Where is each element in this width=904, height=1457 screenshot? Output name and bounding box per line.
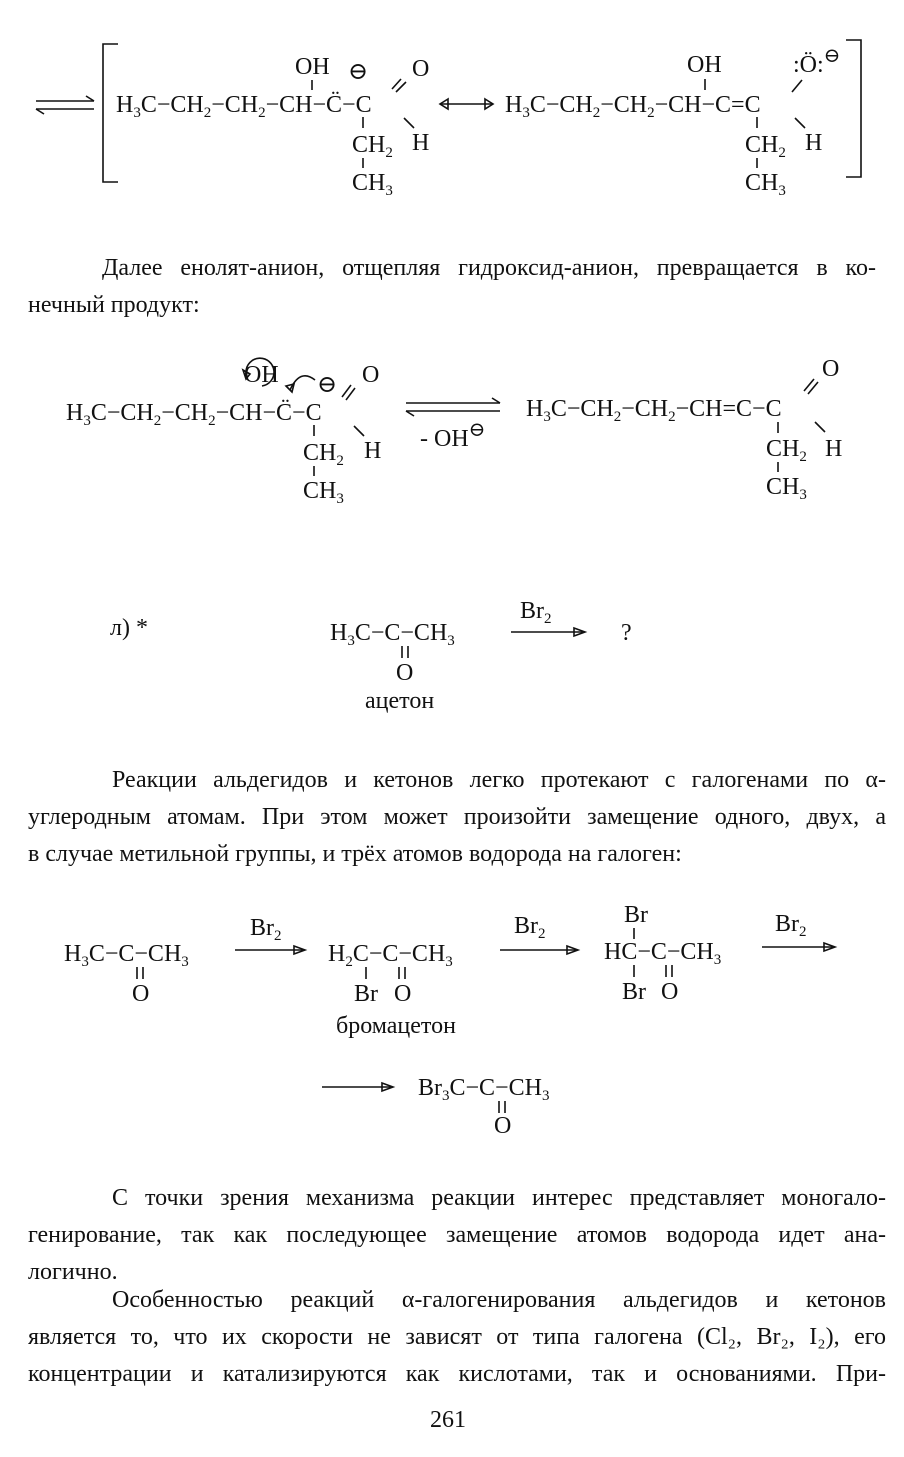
left-h: H bbox=[412, 130, 430, 156]
text-line: логично. bbox=[28, 1259, 118, 1285]
right-h: H bbox=[825, 436, 843, 462]
paragraph-monohalogenation bbox=[28, 1180, 886, 1291]
text-line: Особенностью реакций α-галогенирования альдегидов и кетонов bbox=[112, 1287, 886, 1313]
paragraph-alpha-halogenation bbox=[28, 1282, 886, 1393]
reaction-arrow-icon bbox=[235, 946, 305, 954]
bromoacetone-o: O bbox=[394, 981, 412, 1007]
left-chain: $H_3C-CH_2-CH_2-CH-C̈-C$ bbox=[116, 92, 372, 121]
right-chain: $H_3C-CH_2-CH_2-CH-C=C$ bbox=[505, 92, 761, 121]
reaction-arrow-icon bbox=[500, 946, 578, 954]
text-line: в случае метильной группы, и трёх атомов водорода на галоген: bbox=[28, 841, 682, 867]
right-o-anion: :Ö:⊖ bbox=[793, 45, 841, 78]
carbonyl-o: O bbox=[396, 660, 414, 686]
right-ch2: $CH_2$ bbox=[766, 436, 807, 465]
text-line: Далее енолят-анион, отщепляя гидроксид-анион, превращается в ко- bbox=[102, 255, 876, 281]
scheme-acetone-bromination bbox=[0, 590, 904, 700]
text-line: генирование, так как последующее замещение атомов водорода идет ана- bbox=[28, 1222, 886, 1248]
page-number: 261 bbox=[430, 1407, 466, 1433]
reagent-label: $Br_2$ bbox=[250, 915, 282, 944]
right-o: O bbox=[822, 356, 840, 382]
left-oh: OH bbox=[295, 54, 330, 80]
left-oh: OH bbox=[244, 362, 279, 388]
tribromo-o: O bbox=[494, 1113, 512, 1135]
bromoacetone: $H_2C-C-CH_3$ bbox=[328, 941, 453, 970]
resonance-arrow-icon bbox=[440, 99, 493, 109]
left-chain: $H_3C-CH_2-CH_2-CH-C̈-C$ bbox=[66, 400, 322, 429]
tribromoacetone: $Br_3C-C-CH_3$ bbox=[418, 1075, 550, 1104]
left-ch2: $CH_2$ bbox=[303, 440, 344, 469]
left-h: H bbox=[364, 438, 382, 464]
left-charge: ⊖ bbox=[348, 59, 369, 85]
left-o: O bbox=[412, 56, 430, 82]
reagent-label: $Br_2$ bbox=[514, 913, 546, 942]
equilibrium-arrow-icon bbox=[406, 398, 500, 416]
reaction-arrow-icon bbox=[322, 1083, 393, 1091]
left-o: O bbox=[362, 362, 380, 388]
right-ch3: $CH_3$ bbox=[745, 170, 786, 199]
reaction-arrow-icon bbox=[762, 943, 835, 951]
paragraph-enolate bbox=[28, 250, 876, 324]
item-label: л) * bbox=[110, 615, 148, 641]
dibromoacetone: $HC-C-CH_3$ bbox=[604, 939, 722, 968]
reagent-label: $Br_2$ bbox=[520, 598, 552, 627]
reaction-arrow-icon bbox=[511, 628, 585, 636]
text-line: С точки зрения механизма реакции интерес представляет моногало- bbox=[112, 1185, 886, 1211]
scheme-elimination bbox=[0, 350, 904, 510]
equilibrium-arrow-icon bbox=[36, 96, 94, 114]
acetone-name: ацетон bbox=[365, 688, 435, 714]
acetone-o: O bbox=[132, 981, 150, 1007]
left-charge: ⊖ bbox=[317, 372, 338, 398]
dibromo-o: O bbox=[661, 979, 679, 1005]
right-ch3: $CH_3$ bbox=[766, 474, 807, 503]
right-h: H bbox=[805, 130, 823, 156]
right-ch2: $CH_2$ bbox=[745, 132, 786, 161]
scheme-resonance bbox=[0, 0, 904, 220]
right-bracket bbox=[846, 40, 861, 177]
text-line: нечный продукт: bbox=[28, 292, 200, 318]
reactant: $H_3C-C-CH_3$ bbox=[330, 620, 455, 649]
text-line: Реакции альдегидов и кетонов легко протекают с галогенами по α- bbox=[112, 767, 886, 793]
paragraph-halogenation bbox=[28, 762, 886, 873]
dibromo-br-bottom: Br bbox=[622, 979, 646, 1005]
bromoacetone-name: бромацетон bbox=[336, 1013, 456, 1039]
text-line: является то, что их скорости не зависят от типа галогена (Cl₂, Br₂, I₂), его bbox=[28, 1324, 886, 1350]
dibromo-br-top: Br bbox=[624, 902, 648, 928]
acetone: $H_3C-C-CH_3$ bbox=[64, 941, 189, 970]
right-chain: $H_3C-CH_2-CH_2-CH=C-C$ bbox=[526, 396, 782, 425]
right-oh: OH bbox=[687, 52, 722, 78]
text-line: углеродным атомам. При этом может произойти замещение одного, двух, а bbox=[28, 804, 886, 830]
condition-label: - OH⊖ bbox=[420, 419, 486, 452]
left-ch3: $CH_3$ bbox=[303, 478, 344, 507]
reagent-label: $Br_2$ bbox=[775, 911, 807, 940]
left-ch2: $CH_2$ bbox=[352, 132, 393, 161]
product-question: ? bbox=[621, 620, 632, 646]
left-ch3: $CH_3$ bbox=[352, 170, 393, 199]
bromoacetone-br: Br bbox=[354, 981, 378, 1007]
text-line: концентрации и катализируются как кислотами, так и основаниями. При- bbox=[28, 1361, 886, 1387]
